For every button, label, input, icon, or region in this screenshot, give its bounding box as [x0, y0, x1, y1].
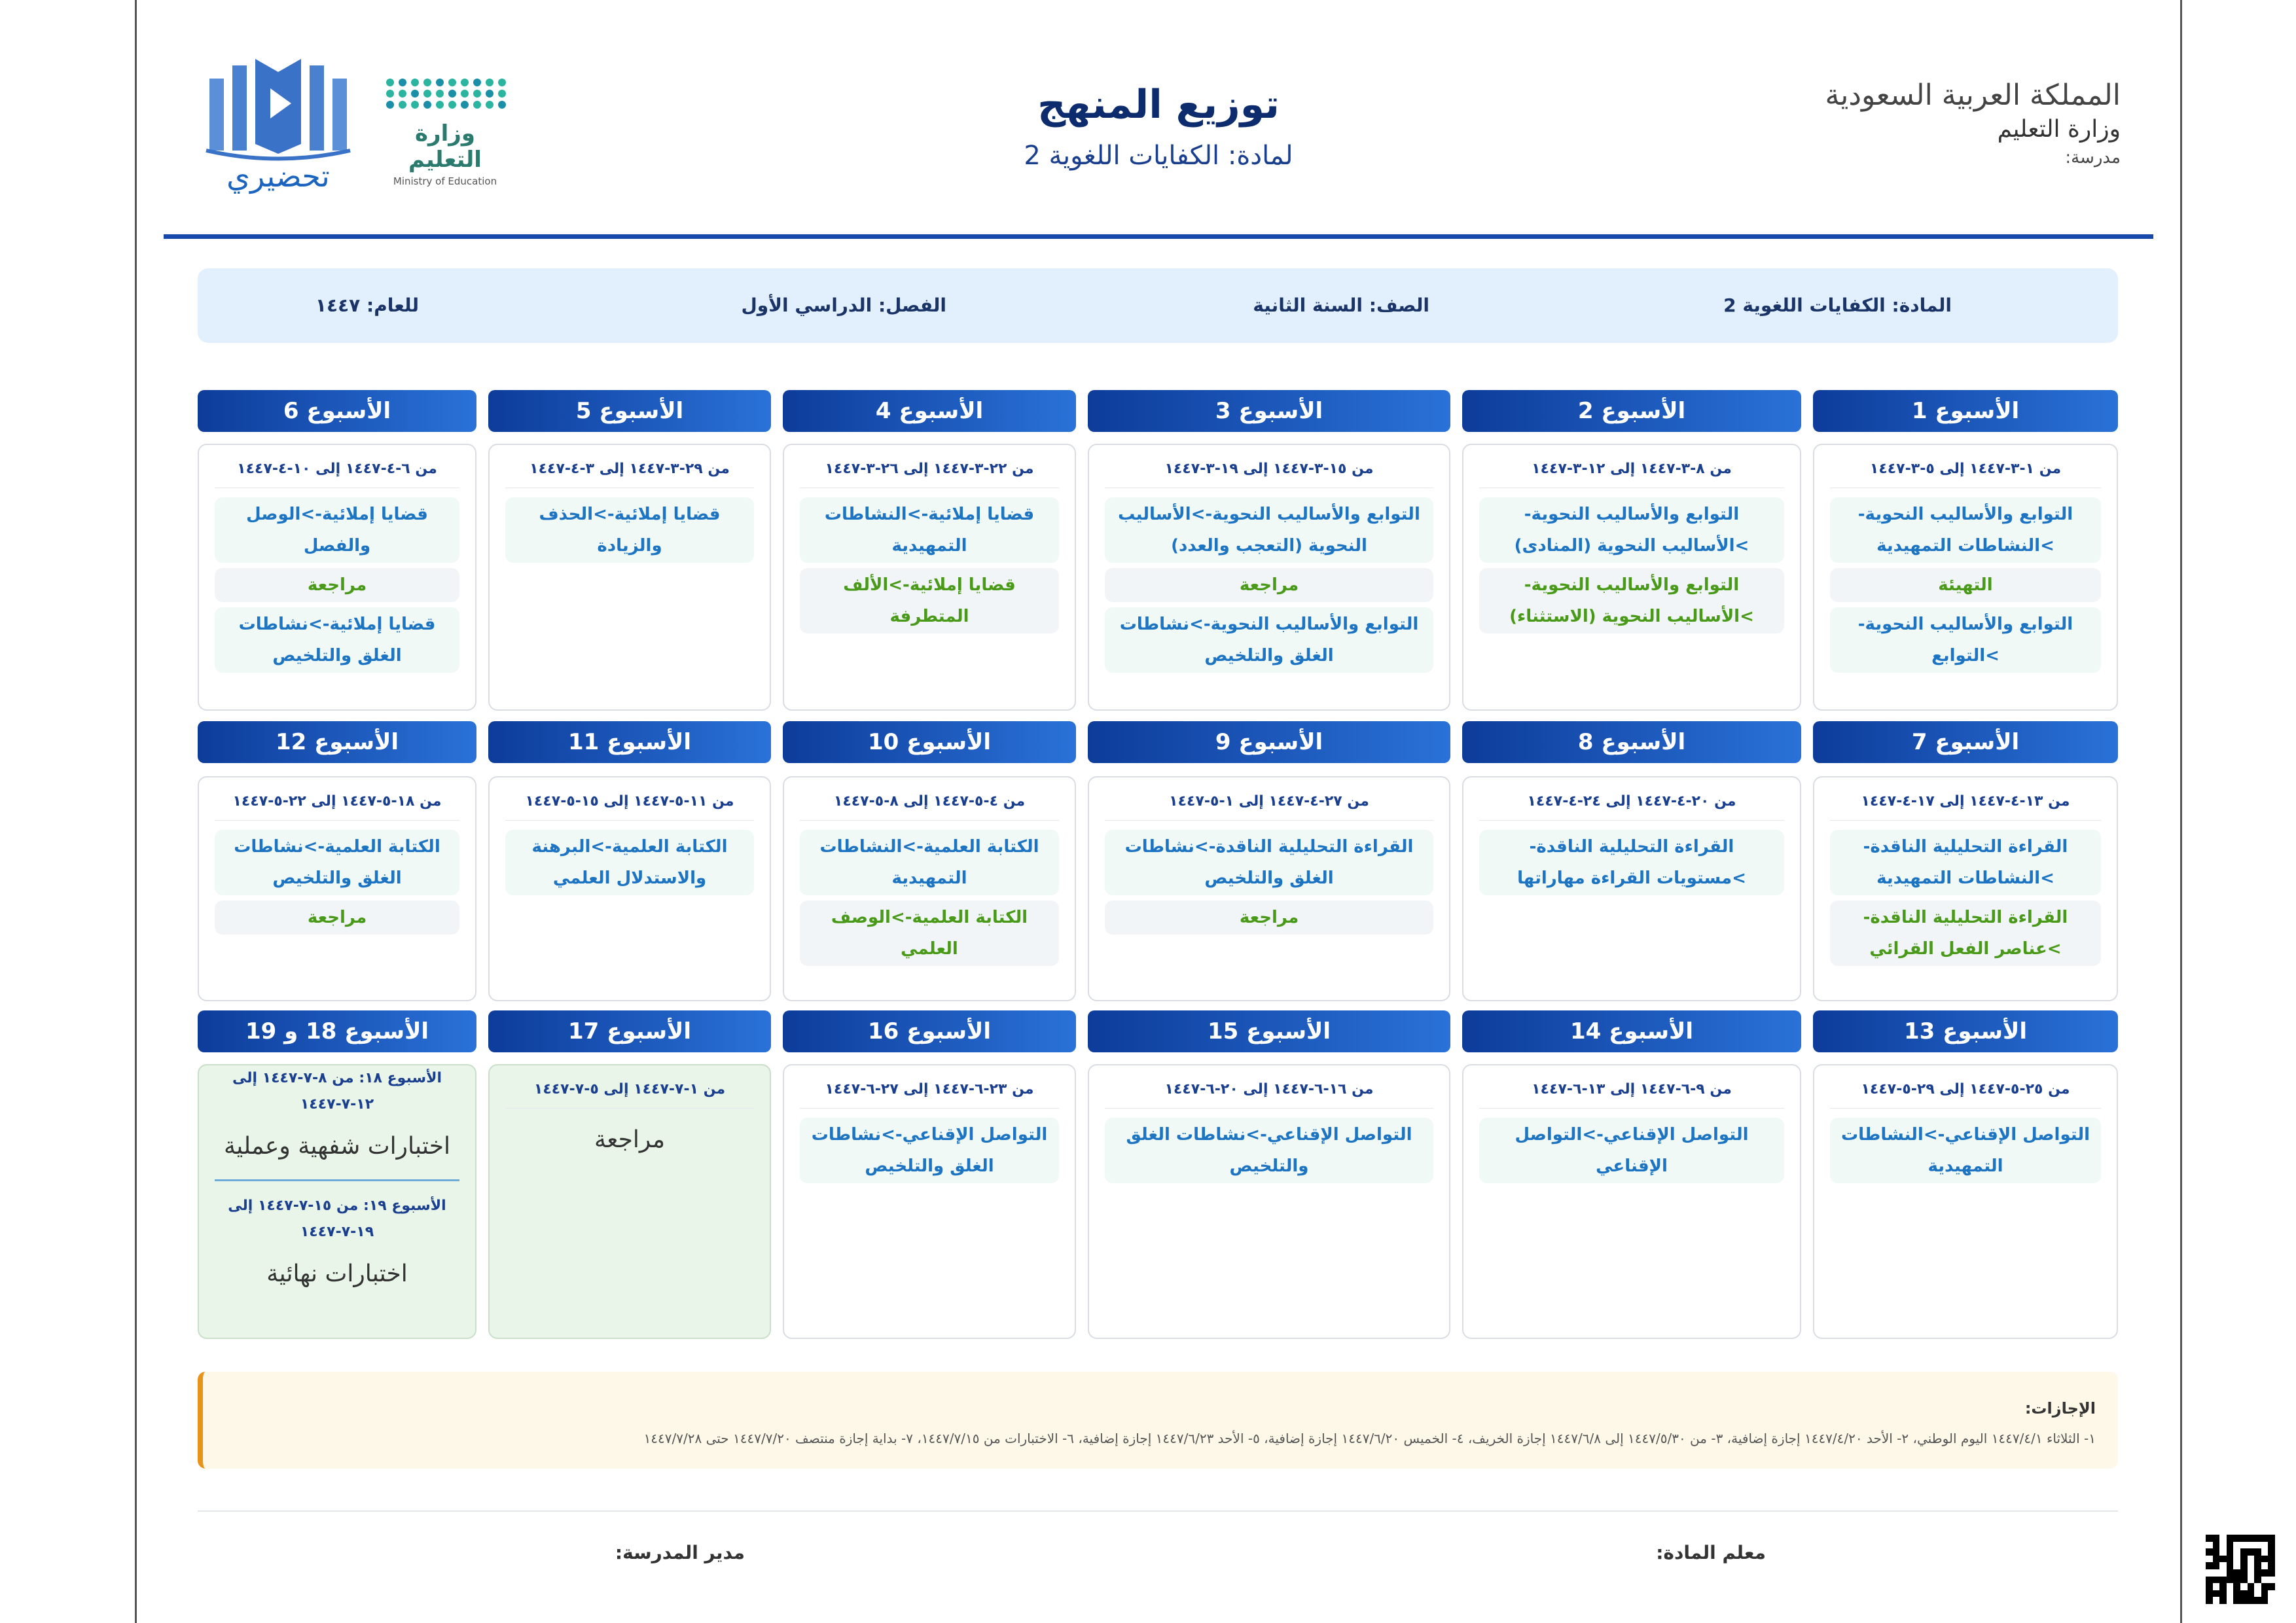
- week-header: الأسبوع 13: [1813, 1010, 2118, 1052]
- teacher-signature: معلم المادة:: [1656, 1542, 1766, 1563]
- lesson-item: التوابع والأساليب النحوية->الأساليب النحوية (المنادى): [1479, 497, 1784, 563]
- moe-logo-en: Ministry of Education: [393, 175, 497, 187]
- week-dates: من ٢٩-٣-١٤٤٧ إلى ٣-٤-١٤٤٧: [505, 461, 754, 488]
- week-dates: من ٢٧-٤-١٤٤٧ إلى ١-٥-١٤٤٧: [1105, 793, 1433, 821]
- info-grade: الصف: السنة الثانية: [1253, 294, 1429, 316]
- lesson-item: التواصل الإقناعي->التواصل الإقناعي: [1479, 1118, 1784, 1183]
- lesson-item: القراءة التحليلية الناقدة->عناصر الفعل القرائي: [1830, 901, 2101, 966]
- lesson-item: التوابع والأساليب النحوية->الأساليب النحوية (الاستثناء): [1479, 568, 1784, 633]
- week-18-19-header: الأسبوع 18 و 19: [198, 1010, 476, 1052]
- book-play-icon: [203, 52, 353, 164]
- week-17-dates: من ١-٧-١٤٤٧ إلى ٥-٧-١٤٤٧: [505, 1081, 754, 1109]
- week-header: الأسبوع 8: [1462, 721, 1801, 763]
- moe-logo-ar: وزارة التعليم: [408, 120, 482, 173]
- week-box: [198, 776, 476, 1001]
- lesson-item: التوابع والأساليب النحوية->الأساليب النحوية (التعجب والعدد): [1105, 497, 1433, 563]
- week-box: [488, 776, 771, 1001]
- holidays-box: [198, 1372, 2118, 1469]
- week-18-text: اختبارات شفهية وعملية: [223, 1133, 450, 1160]
- lesson-item: التواصل الإقناعي->النشاطات التمهيدية: [1830, 1118, 2101, 1183]
- lesson-item: القراءة التحليلية الناقدة->النشاطات التمهيدية: [1830, 830, 2101, 895]
- week-dates: من ١٨-٥-١٤٤٧ إلى ٢٢-٥-١٤٤٧: [215, 793, 459, 821]
- lesson-item: الكتابة العلمية->النشاطات التمهيدية: [800, 830, 1059, 895]
- principal-signature: مدير المدرسة:: [615, 1542, 745, 1563]
- header: [164, 26, 2153, 229]
- week-box: [1088, 444, 1450, 711]
- week-box: [1813, 444, 2118, 711]
- week-18-dates: الأسبوع ١٨: من ٨-٧-١٤٤٧ إلى ١٢-٧-١٤٤٧: [232, 1070, 442, 1113]
- week-dates: من ٢٢-٣-١٤٤٧ إلى ٢٦-٣-١٤٤٧: [800, 461, 1059, 488]
- week-dates: من ٢٣-٦-١٤٤٧ إلى ٢٧-٦-١٤٤٧: [800, 1081, 1059, 1109]
- lesson-item: التوابع والأساليب النحوية->التوابع: [1830, 607, 2101, 673]
- qr-code-icon: [2206, 1535, 2275, 1604]
- week-box: [1088, 1064, 1450, 1339]
- info-subject: المادة: الكفايات اللغوية 2: [1723, 294, 1952, 316]
- moe-dots-icon: [380, 79, 511, 109]
- week-dates: من ٦-٤-١٤٤٧ إلى ١٠-٤-١٤٤٧: [215, 461, 459, 488]
- lesson-item: القراءة التحليلية الناقدة->مستويات القراءة مهاراتها: [1479, 830, 1784, 895]
- ksa-name: المملكة العربية السعودية: [1825, 79, 2121, 112]
- week-box: [783, 444, 1076, 711]
- week-dates: من ١٥-٣-١٤٤٧ إلى ١٩-٣-١٤٤٧: [1105, 461, 1433, 488]
- lesson-item: مراجعة: [1105, 568, 1433, 602]
- lesson-item: الكتابة العلمية->البرهنة والاستدلال العلمي: [505, 830, 754, 895]
- week-dates: من ٢٠-٤-١٤٤٧ إلى ٢٤-٤-١٤٤٧: [1479, 793, 1784, 821]
- week-header: الأسبوع 15: [1088, 1010, 1450, 1052]
- week-header: الأسبوع 3: [1088, 390, 1450, 432]
- week-dates: من ٨-٣-١٤٤٧ إلى ١٢-٣-١٤٤٧: [1479, 461, 1784, 488]
- week-17-text: مراجعة: [594, 1126, 666, 1153]
- lesson-item: قضايا إملائية->الألف المتطرفة: [800, 568, 1059, 633]
- week-19-text: اختبارات نهائية: [266, 1260, 408, 1287]
- week-18-19-box: [198, 1064, 476, 1339]
- week-header: الأسبوع 6: [198, 390, 476, 432]
- week-dates: من ١-٣-١٤٤٧ إلى ٥-٣-١٤٤٧: [1830, 461, 2101, 488]
- week-box: [488, 444, 771, 711]
- page-subtitle: لمادة: الكفايات اللغوية 2: [1024, 141, 1293, 171]
- week-box: [1462, 776, 1801, 1001]
- week-19-dates: الأسبوع ١٩: من ١٥-٧-١٤٤٧ إلى ١٩-٧-١٤٤٧: [228, 1198, 446, 1240]
- week-header: الأسبوع 12: [198, 721, 476, 763]
- week-dates: من ١٦-٦-١٤٤٧ إلى ٢٠-٦-١٤٤٧: [1105, 1081, 1433, 1109]
- week-box: [1813, 1064, 2118, 1339]
- week-header: الأسبوع 5: [488, 390, 771, 432]
- prep-logo: [200, 52, 357, 194]
- info-bar: [198, 268, 2118, 343]
- week-header: الأسبوع 11: [488, 721, 771, 763]
- school-label: مدرسة:: [2065, 148, 2121, 168]
- week-header: الأسبوع 14: [1462, 1010, 1801, 1052]
- week-header: الأسبوع 2: [1462, 390, 1801, 432]
- lesson-item: قضايا إملائية->النشاطات التمهيدية: [800, 497, 1059, 563]
- week-17-header: الأسبوع 17: [488, 1010, 771, 1052]
- week-box: [1462, 444, 1801, 711]
- week-header: الأسبوع 1: [1813, 390, 2118, 432]
- week-header: الأسبوع 16: [783, 1010, 1076, 1052]
- week-header: الأسبوع 10: [783, 721, 1076, 763]
- week-header: الأسبوع 4: [783, 390, 1076, 432]
- week-dates: من ٢٥-٥-١٤٤٧ إلى ٢٩-٥-١٤٤٧: [1830, 1081, 2101, 1109]
- lesson-item: التوابع والأساليب النحوية->نشاطات الغلق والتلخيص: [1105, 607, 1433, 673]
- week-dates: من ٤-٥-١٤٤٧ إلى ٨-٥-١٤٤٧: [800, 793, 1059, 821]
- holidays-text: ١- الثلاثاء ١٤٤٧/٤/١ اليوم الوطني، ٢- الأحد ١٤٤٧/٤/٢٠ إجازة إضافية، ٣- من ١٤٤٧/٥/٣٠ إلى ١٤٤٧/٦/٨ إجازة الخريف، ٤- الخميس ١٤٤٧/٦/٢٠ إجازة إضافية، ٥- الأحد ١٤٤٧/٦/٢٣ إجازة إضافية، ٦- الاختبارات من ١٤٤٧/٧/١٥، ٧- بداية إجازة منتصف ١٤٤٧/٧/٢٠ حتى ١٤٤٧/٧/٢٨: [643, 1431, 2096, 1446]
- week-box: [1462, 1064, 1801, 1339]
- lesson-item: مراجعة: [1105, 901, 1433, 935]
- info-year: للعام: ١٤٤٧: [315, 294, 419, 316]
- week-box: [198, 444, 476, 711]
- lesson-item: التواصل الإقناعي->نشاطات الغلق والتلخيص: [800, 1118, 1059, 1183]
- lesson-item: الكتابة العلمية->الوصف العلمي: [800, 901, 1059, 966]
- lesson-item: التوابع والأساليب النحوية->النشاطات التمهيدية: [1830, 497, 2101, 563]
- week-dates: من ٩-٦-١٤٤٧ إلى ١٣-٦-١٤٤٧: [1479, 1081, 1784, 1109]
- moe-logo: [380, 79, 511, 187]
- week-box: [783, 1064, 1076, 1339]
- week-header: الأسبوع 7: [1813, 721, 2118, 763]
- lesson-item: قضايا إملائية->الوصل والفصل: [215, 497, 459, 563]
- lesson-item: القراءة التحليلية الناقدة->نشاطات الغلق والتلخيص: [1105, 830, 1433, 895]
- lesson-item: التواصل الإقناعي->نشاطات الغلق والتلخيص: [1105, 1118, 1433, 1183]
- week-dates: من ١١-٥-١٤٤٧ إلى ١٥-٥-١٤٤٧: [505, 793, 754, 821]
- week-divider: [215, 1179, 459, 1181]
- week-header: الأسبوع 9: [1088, 721, 1450, 763]
- lesson-item: التهيئة: [1830, 568, 2101, 602]
- ministry-label: وزارة التعليم: [1997, 116, 2121, 143]
- week-box: [1813, 776, 2118, 1001]
- lesson-item: الكتابة العلمية->نشاطات الغلق والتلخيص: [215, 830, 459, 895]
- lesson-item: مراجعة: [215, 568, 459, 602]
- week-box: [1088, 776, 1450, 1001]
- prep-logo-text: تحضيري: [226, 158, 330, 194]
- signature-divider: [198, 1510, 2118, 1512]
- info-term: الفصل: الدراسي الأول: [741, 294, 946, 316]
- week-box: [783, 776, 1076, 1001]
- header-divider: [164, 234, 2153, 239]
- lesson-item: قضايا إملائية->الحذف والزيادة: [505, 497, 754, 563]
- lesson-item: مراجعة: [215, 901, 459, 935]
- lesson-item: قضايا إملائية->نشاطات الغلق والتلخيص: [215, 607, 459, 673]
- week-dates: من ١٣-٤-١٤٤٧ إلى ١٧-٤-١٤٤٧: [1830, 793, 2101, 821]
- page-title: توزيع المنهج: [1037, 82, 1280, 128]
- week-17-box: [488, 1064, 771, 1339]
- holidays-title: الإجازات:: [2024, 1399, 2096, 1418]
